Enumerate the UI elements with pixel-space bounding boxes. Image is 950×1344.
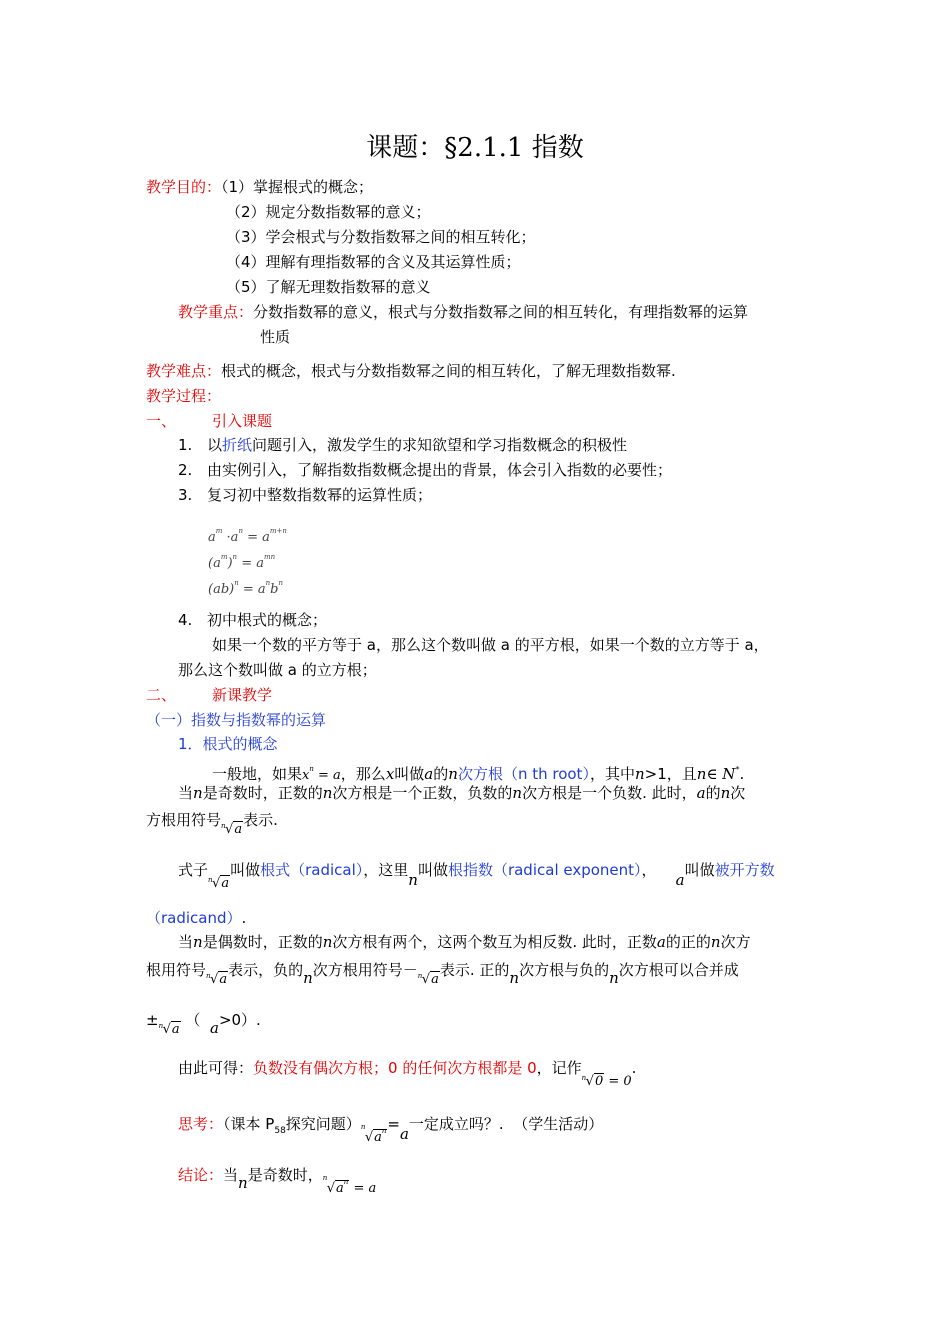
radical-expression: n √a [158, 1022, 180, 1037]
paragraph: 思考：（课本 $P_{58}$探究问题） n $√a^n=a$一定成立吗？. （学生活动） [178, 1109, 603, 1141]
objective-item: （4）理解有理指数幂的含义及其运算性质； [226, 253, 521, 271]
list-text: 复习初中整数指数幂的运算性质； [207, 486, 433, 504]
paragraph: 方根用符号 n √a表示. [146, 810, 278, 832]
key-points-text: 分数指数幂的意义，根式与分数指数幂之间的相互转化，有理指数幂的运算 [253, 303, 749, 321]
concept-title: 1．根式的概念 [178, 735, 278, 753]
paragraph: 当n是偶数时，正数的n次方根有两个，这两个数互为相反数. 此时，正数a的正的n次方 [178, 933, 751, 951]
section2-title: 新课教学 [212, 686, 273, 704]
difficulty-line [146, 361, 676, 381]
difficulty-text: 根式的概念，根式与分数指数幂之间的相互转化，了解无理数指数幂. [221, 362, 676, 380]
key-points-text-2: 性质 [260, 328, 291, 346]
list-num: 4. [178, 611, 193, 629]
radical-expression: n √a [206, 972, 228, 987]
objective-item: （1）掌握根式的概念； [221, 178, 374, 196]
key-points-label: 教学重点： [178, 303, 254, 321]
radical-expression: n $√a^n = a$ [322, 1174, 377, 1196]
page-title: 课题：§2.1.1 指数 [366, 133, 584, 163]
definition-line: 一般地，如果$x^n = a$，那么x叫做a的n次方根（n th root），其中n>1，且n∈ N*. [212, 765, 745, 783]
list-text: 由实例引入，了解指数指数概念提出的背景，体会引入指数的必要性； [207, 461, 673, 479]
paragraph: 当n是奇数时，正数的n次方根是一个正数，负数的n次方根是一个负数. 此时，a的n次 [178, 784, 746, 802]
list-item [178, 460, 672, 480]
paragraph: 根用符号 n √a表示，负的n次方根用符号－ n √a表示. 正的n次方根与负的n次方根可以合并成 [146, 960, 739, 982]
list-text: 初中根式的概念； [207, 611, 328, 629]
radical-expression: n √a [221, 822, 243, 837]
conclusion-label: 结论： [178, 1166, 224, 1184]
radicand-term: 被开方数 [714, 861, 775, 879]
think-label: 思考： [178, 1115, 224, 1133]
paragraph: 式子 n √a叫做根式（radical），这里n叫做根指数（radical exponent）， a叫做被开方数 [178, 860, 775, 882]
paragraph: 结论：当n是奇数时， n $√a^n = a$ [178, 1160, 376, 1187]
paragraph: （radicand）. [146, 909, 247, 927]
formula-2: $(a^m)^n = a^{mn}$ [208, 553, 276, 571]
paragraph: 如果一个数的平方等于 a，那么这个数叫做 a 的平方根，如果一个数的立方等于 a， [212, 636, 769, 654]
radical-expression: n √a [417, 972, 439, 987]
list-item [178, 610, 327, 630]
objective-item: （5）了解无理数指数幂的意义 [226, 278, 431, 296]
objective-item: （2）规定分数指数幂的意义； [226, 203, 431, 221]
paragraph: 那么这个数叫做 a 的立方根； [178, 661, 377, 679]
list-num: 3. [178, 486, 193, 504]
objectives-line-1 [146, 177, 373, 197]
difficulty-label: 教学难点： [146, 362, 222, 380]
radical-term: 根式（radical） [260, 861, 364, 879]
key-points-line [178, 302, 748, 322]
objective-item: （3）学会根式与分数指数幂之间的相互转化； [226, 228, 536, 246]
section1-num: 一、 [146, 412, 177, 430]
zhezhi-link: 折纸 [222, 436, 253, 454]
formula-3: $(ab)^n = a^nb^n$ [208, 579, 284, 597]
list-item [178, 435, 627, 455]
list-item [178, 485, 432, 505]
list-text: 以 [207, 436, 223, 454]
radical-expression: n √0 = 0 [581, 1074, 632, 1089]
section2-heading [146, 685, 272, 705]
radical-expression: n $√a^n$ [360, 1123, 387, 1145]
list-text: 问题引入，激发学生的求知欲望和学习指数概念的积极性 [252, 436, 628, 454]
formula-1: $a^m \cdot a^n = a^{m+n}$ [208, 527, 287, 545]
section1-heading [146, 411, 272, 431]
conclusion-highlight: 负数没有偶次方根；0 的任何次方根都是 0 [253, 1059, 537, 1077]
list-num: 2. [178, 461, 193, 479]
radical-exponent-term: 根指数（radical exponent） [447, 861, 642, 879]
paragraph: 由此可得：负数没有偶次方根；0 的任何次方根都是 0，记作 n √0 = 0. [178, 1058, 636, 1080]
paragraph: ± n √a （ a>0）. [146, 1010, 261, 1032]
objectives-label: 教学目的： [146, 178, 222, 196]
nth-root-term: 次方根（n th root） [457, 765, 590, 783]
process-label: 教学过程： [146, 387, 222, 405]
subsection-title: （一）指数与指数幂的运算 [146, 711, 327, 729]
section1-title: 引入课题 [212, 412, 273, 430]
section2-num: 二、 [146, 686, 177, 704]
list-num: 1. [178, 436, 193, 454]
radicand-en: （radicand） [146, 909, 242, 927]
radical-expression: n √a [208, 876, 230, 891]
